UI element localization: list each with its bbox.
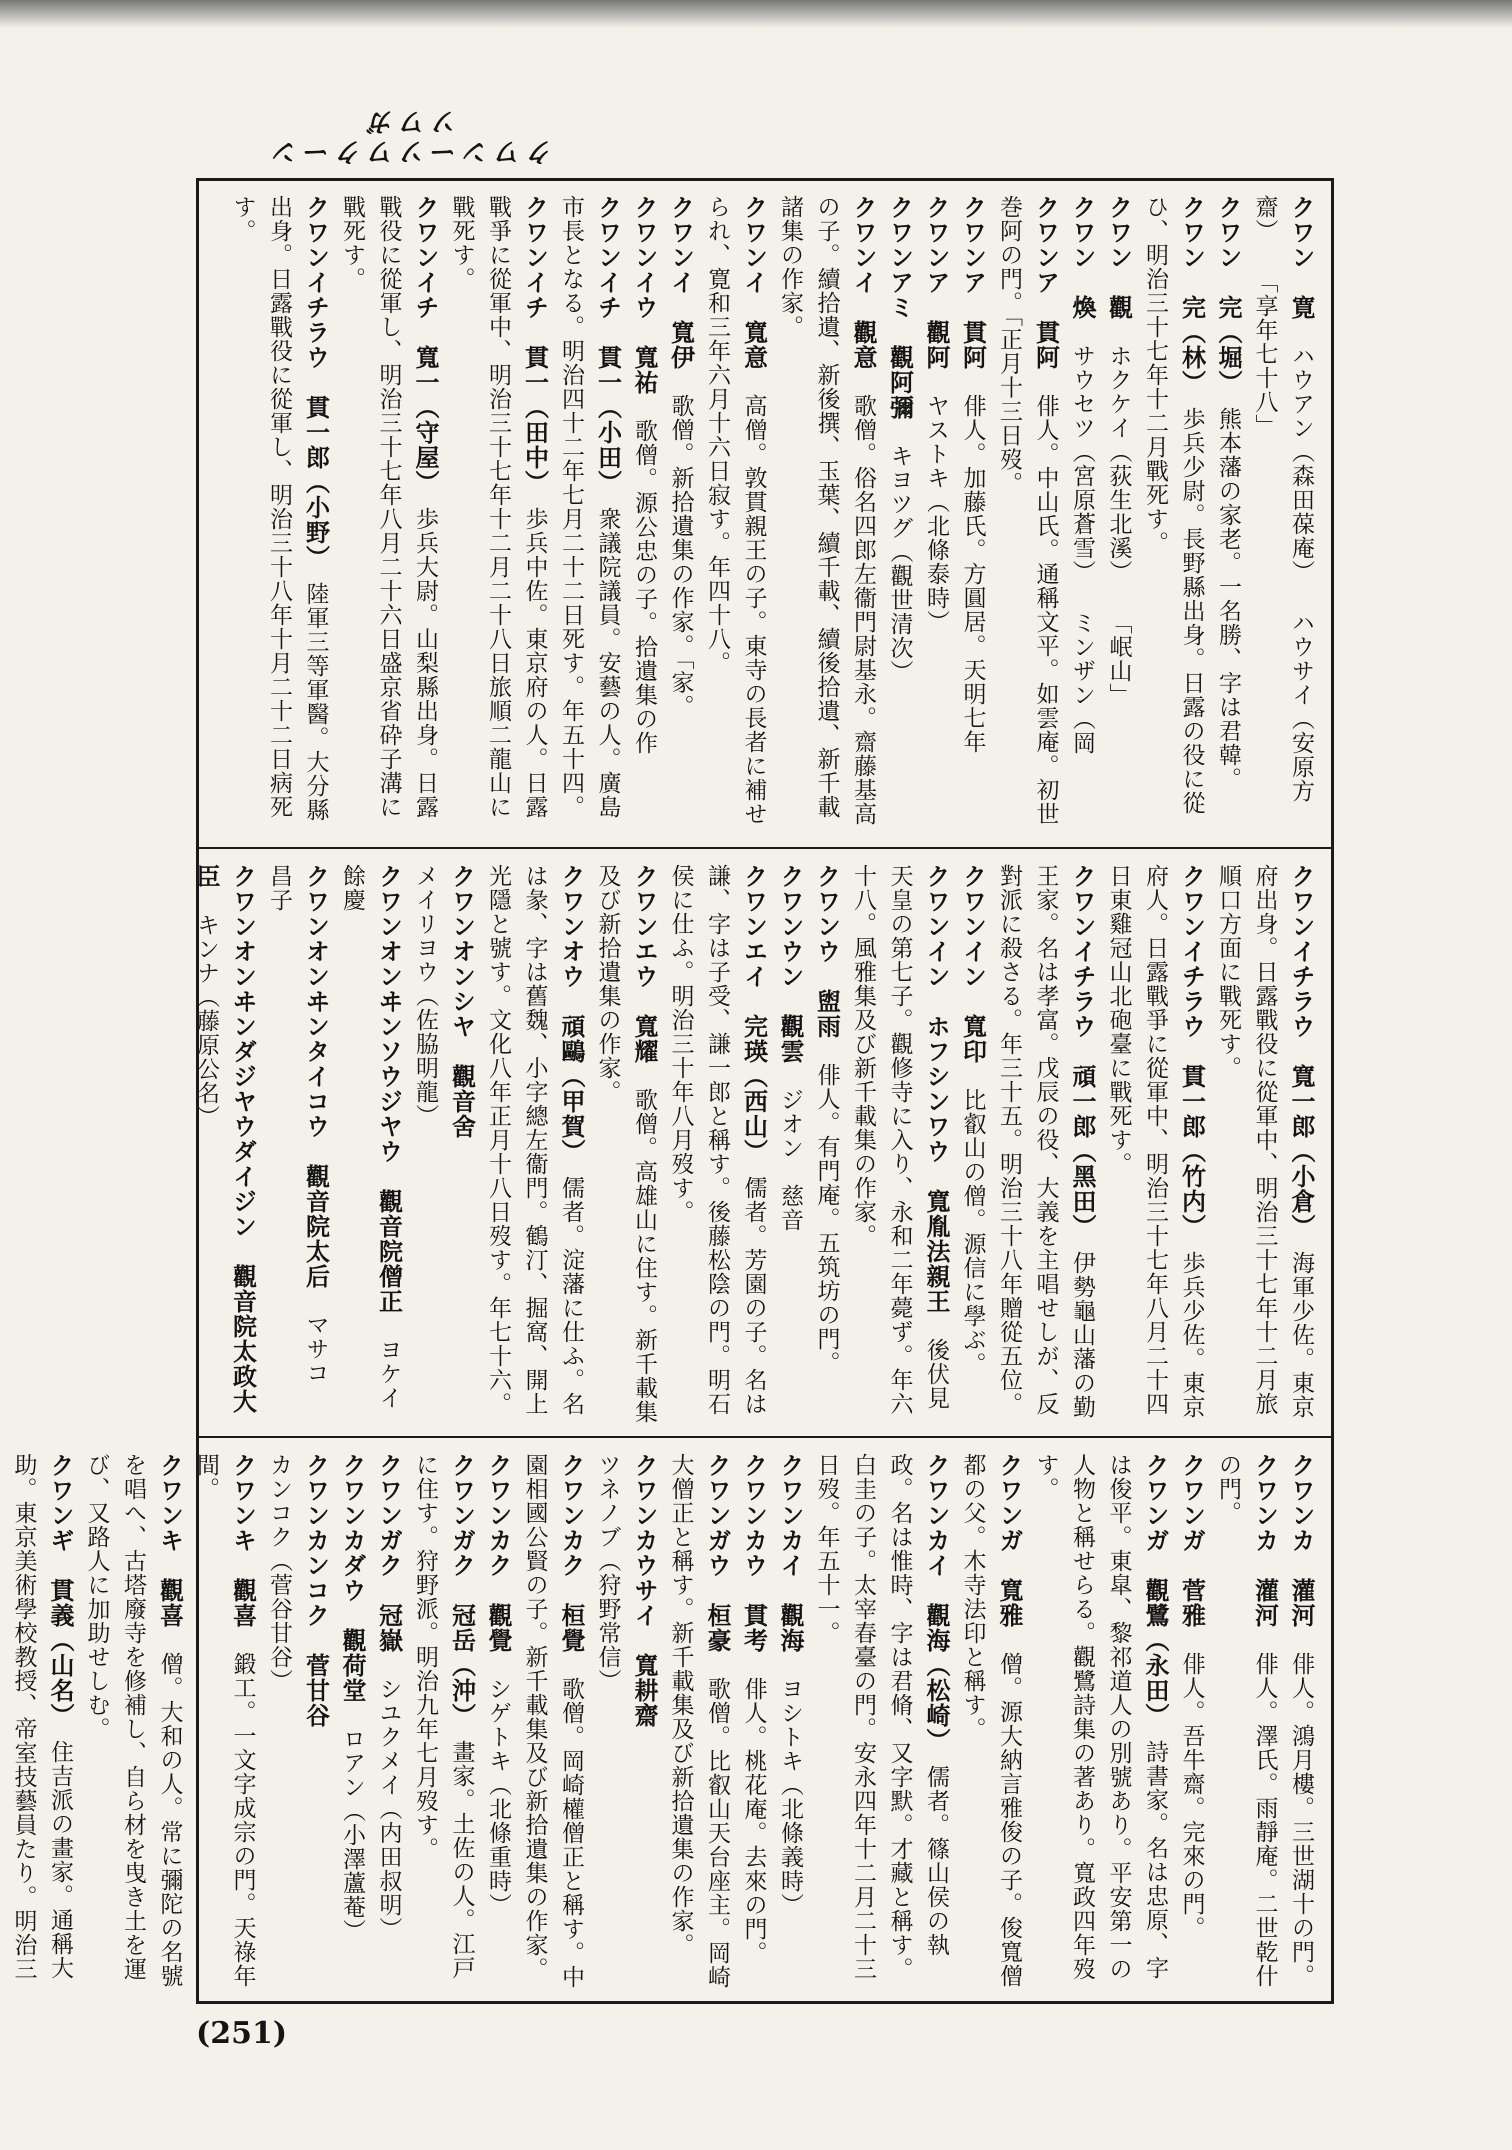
entry-text: 住吉派の畫家。通稱大助。東京美術學校教授、帝室技藝員たり。明治三 <box>10 1453 73 1981</box>
dictionary-entry <box>954 864 991 1426</box>
entry-text: 歩兵大尉。山梨縣出身。日露戰役に從軍し、明治三十七年八月二十六日盛京省砕子溝に戰死す。 <box>339 195 438 819</box>
dictionary-entry <box>808 1453 954 1991</box>
entry-headword: クワンイチラウ 貫一郎（竹内） <box>1177 864 1206 1227</box>
dictionary-entry <box>1100 195 1137 837</box>
dictionary-entry <box>918 195 955 837</box>
dictionary-entry <box>954 195 991 837</box>
entry-headword: クワンガク 冠嶽 <box>374 1453 403 1653</box>
entry-headword: クワンカク 桓覺 <box>557 1453 585 1653</box>
entry-text: 詩書家。名は忠原、字は俊平。東皐、黎祁道人の別號あり。平安第一の人物と稱せらる。觀鷺詩集の著あり。寬政四年歿す。 <box>1032 1453 1168 1981</box>
dictionary-entry <box>407 1453 480 1991</box>
entry-text: 儒者。淀藩に仕ふ。名は彖、字は舊魏、小字總左衞門。鶴汀、掘窩、開上光隱と號す。文化八年正月十八日歿す。年七十六。 <box>485 864 584 1416</box>
dictionary-entry <box>881 195 918 837</box>
entry-headword: クワンガ 觀鷺（永田） <box>1141 1453 1169 1716</box>
entry-headword: クワンガウ 桓豪 <box>703 1453 731 1653</box>
section-divider <box>199 1436 1331 1438</box>
entry-headword: クワンギ 貫義（山名） <box>46 1453 74 1716</box>
dictionary-entry <box>334 195 444 837</box>
dictionary-entry <box>188 1453 261 1991</box>
dictionary-entry <box>1173 1453 1210 1991</box>
entry-text: 歩兵少佐。東京府人。日露戰爭に從軍中、明治三十七年八月二十四日東雞冠山北砲臺に戰死す。 <box>1105 864 1205 1419</box>
entry-headword: クワンイチ 寬一（守屋） <box>411 195 439 483</box>
entry-columns <box>192 864 1319 1434</box>
entry-headword: クワン 觀 <box>1104 195 1133 320</box>
entry-text: 畫家。土佐の人。江戸に住す。狩野派。明治九年七月歿す。 <box>412 1453 475 1980</box>
entry-text: 僧。源大納言雅俊の子。俊寬僧都の父。木寺法印と稱す。 <box>959 1453 1022 1988</box>
entry-headword: クワンオンヰンソウジヤウ 觀音院僧正 <box>374 864 403 1314</box>
dictionary-entry <box>626 195 663 837</box>
entry-text: メイリヨウ（佐脇明龍） <box>412 864 438 1128</box>
dictionary-entry <box>662 1453 735 1991</box>
dictionary-entry <box>516 1453 589 1991</box>
running-header: クワンーソワクーンソワガ <box>264 106 552 166</box>
entry-headword: クワンキ 觀喜 <box>228 1453 257 1628</box>
entry-text: 俳人。中山氏。通稱文平。如雲庵。初世巻阿の門。「正月十三日歿。 <box>996 195 1059 826</box>
entry-headword: クワンカイ 觀海（松崎） <box>922 1453 950 1741</box>
entry-headword: クワンカク 觀覺 <box>484 1453 512 1653</box>
dictionary-entry <box>1283 1453 1320 1991</box>
entry-text: 儒者。篠山侯の執政。名は惟時、字は君脩、又字默。才藏と稱す。白圭の子。太宰春臺の門。安永四年十二月二十三日歿。年五十一。 <box>813 1453 949 1981</box>
entry-headword: クワンオンヰンタイコウ 觀音院太后 <box>301 864 330 1289</box>
entry-text: 僧。大和の人。常に彌陀の名號を唱へ、古塔廢寺を修補し、自ら材を曳き土を運び、又路人に加助せしむ。 <box>83 1453 183 1988</box>
dictionary-entry <box>845 864 955 1426</box>
entry-text: カンコク（菅谷甘谷） <box>266 1453 292 1693</box>
entry-text: 伊勢龜山藩の勤王家。名は孝富。戊辰の役、大義を主唱せしが、反對派に殺さる。年三十五。明治三十八年贈從五位。 <box>996 864 1095 1419</box>
dictionary-entry <box>991 195 1064 837</box>
entry-text: 歩兵中佐。東京府の人。日露戰爭に從軍中、明治三十七年十二月二十八日旅順二龍山に戰死す。 <box>448 195 548 819</box>
entry-text: ロアン（小澤蘆菴） <box>339 1727 365 1943</box>
entry-headword: クワンカ 灌河 <box>1287 1453 1315 1628</box>
dictionary-entry <box>1210 195 1247 837</box>
entry-headword: クワンウン 觀雲 <box>776 864 804 1064</box>
entry-headword: クワンガク 冠岳（沖） <box>447 1453 476 1716</box>
entry-columns <box>211 195 1319 837</box>
section-top <box>199 181 1331 847</box>
entry-text: キヨツグ（觀世清次） <box>886 444 913 684</box>
dictionary-entry <box>589 864 662 1426</box>
dictionary-entry <box>808 864 845 1426</box>
entry-headword: クワンカンコク 菅甘谷 <box>301 1453 330 1728</box>
entry-text: 高僧。敦貫親王の子。東寺の長者に補せられ、寛和三年六月十六日寂す。年四十八。 <box>704 195 767 826</box>
entry-headword: クワンエイ 完瑛（西山） <box>739 864 768 1152</box>
dictionary-entry <box>188 864 261 1426</box>
entry-text: 俳人。澤氏。雨靜庵。二世乾什の門。 <box>1215 1453 1278 1988</box>
entry-text: 比叡山の僧。源信に學ぶ。 <box>959 1088 986 1376</box>
entry-headword: クワンカウサイ 寬耕齋 <box>630 1453 658 1728</box>
entry-headword: クワンカ 灌河 <box>1250 1453 1279 1628</box>
dictionary-entry <box>443 195 553 837</box>
entry-headword: クワンエウ 寬耀 <box>630 864 658 1064</box>
dictionary-entry <box>735 1453 772 1991</box>
entry-text: ヨシトキ（北條義時） <box>777 1677 803 1917</box>
page-edge-shadow <box>0 0 1512 28</box>
section-bottom <box>10 1439 1331 2001</box>
entry-text: 陸軍三等軍醫。大分縣出身。日露戰役に從軍し、明治三十八年十月二十二日病死す。 <box>229 195 329 822</box>
page-frame <box>10 178 1334 2004</box>
entry-text: 海軍少佐。東京府出身。日露戰役に從軍中、明治三十七年十二月旅順口方面に戰死す。 <box>1215 864 1314 1419</box>
entry-text: ホクケイ（荻生北溪） 「岷山」 <box>1105 344 1132 707</box>
entry-headword: クワンキ 觀喜 <box>155 1453 184 1628</box>
entry-text: 俳人。桃花庵。去來の門。 <box>740 1677 767 1965</box>
entry-headword: クワンカウ 貫考 <box>739 1453 768 1653</box>
entry-headword: クワンガ 寬雅 <box>995 1453 1023 1628</box>
entry-text: 歌僧。新拾遺集の作家。「家。 <box>667 394 694 719</box>
dictionary-entry <box>1210 864 1320 1426</box>
dictionary-entry <box>772 1453 809 1991</box>
entry-columns <box>10 1453 1319 1991</box>
dictionary-entry <box>480 864 590 1426</box>
entry-text: サウセツ（宮原蒼雪） ミンザン（岡 <box>1069 344 1095 755</box>
entry-text: ヤストキ（北條泰時） <box>923 394 949 634</box>
section-divider <box>199 847 1331 849</box>
dictionary-entry <box>662 195 699 837</box>
entry-text: 後伏見天皇の第七子。觀修寺に入り、永和二年薨ず。年六十八。風雅集及び新千載集の作家。 <box>850 864 949 1416</box>
dictionary-entry <box>480 1453 517 1991</box>
dictionary-entry <box>334 864 407 1434</box>
entry-headword: クワンイン 寬印 <box>958 864 987 1064</box>
dictionary-entry <box>0 1453 78 1991</box>
entry-headword: クワンカダウ 觀荷堂 <box>338 1453 366 1703</box>
dictionary-entry <box>589 1453 662 1991</box>
entry-text: 儒者。芳園の子。名は謙、字は子受、謙一郎と稱す。後藤松陰の門。明石侯に仕ふ。明治三十年八月歿す。 <box>667 864 767 1416</box>
entry-headword: クワンイン ホフシンワウ 寬胤法親王 <box>922 864 950 1314</box>
entry-headword: クワン 完（林） <box>1177 195 1206 383</box>
entry-text: 俳人。加藤氏。方圓居。天明七年 <box>959 394 986 754</box>
dictionary-entry <box>407 864 480 1426</box>
entry-headword: クワンア 貫阿 <box>958 195 987 370</box>
entry-headword: クワンイチラウ 寬一郎（小倉） <box>1287 864 1315 1227</box>
entry-text: 俳人。吾牛齋。完來の門。 <box>1178 1652 1205 1940</box>
entry-headword: クワンイ 寬意 <box>739 195 768 370</box>
dictionary-entry <box>772 195 882 837</box>
dictionary-entry <box>261 1453 334 1991</box>
entry-headword: クワンイチラウ 頑一郎（黑田） <box>1068 864 1096 1227</box>
entry-text: ヨケイ 餘慶 <box>339 864 402 1434</box>
entry-text: 歩兵少尉。長野縣出身。日露の役に從ひ、明治三十七年十二月戰死す。 <box>1142 195 1205 815</box>
dictionary-entry <box>224 195 334 837</box>
dictionary-entry <box>1064 195 1101 837</box>
entry-text: 歌僧。源公忠の子。拾遺集の作 <box>631 419 657 755</box>
entry-headword: クワンイチラウ 貫一郎（小野） <box>301 195 330 558</box>
entry-text: シゲトキ（北條重時） <box>485 1677 511 1917</box>
dictionary-entry <box>1246 195 1319 837</box>
entry-text: キンナ（藤原公名） <box>193 913 219 1129</box>
entry-text: 歌僧。比叡山天台座主。岡崎大僧正と稱す。新千載集及び新拾遺集の作家。 <box>667 1453 730 1989</box>
dictionary-entry <box>261 864 334 1426</box>
entry-text: マサコ 昌子 <box>266 864 329 1409</box>
dictionary-entry <box>662 864 772 1426</box>
entry-text: ジオン 慈音 <box>777 1088 803 1232</box>
entry-headword: クワンイ 觀意 <box>849 195 877 370</box>
section-middle <box>192 850 1331 1436</box>
entry-headword: クワンア 觀阿 <box>922 195 950 370</box>
entry-text: 俳人。有門庵。五筑坊の門。 <box>813 1063 840 1375</box>
entry-headword: クワンオンシヤ 觀音舍 <box>447 864 476 1139</box>
dictionary-entry <box>699 195 772 837</box>
entry-headword: クワンウ 盥雨 <box>812 864 841 1039</box>
entry-text: 鍛工。一文字成宗の門。天祿年間。 <box>193 1453 256 1988</box>
dictionary-entry <box>991 864 1101 1426</box>
entry-headword: クワンオウ 頑鷗（甲賀） <box>557 864 585 1152</box>
entry-headword: クワンイウ 寬祐 <box>630 195 658 395</box>
entry-text: 俳人。鴻月樓。三世湖十の門。 <box>1288 1652 1314 1988</box>
entry-headword: クワンイ 寬伊 <box>666 195 695 370</box>
entry-headword: クワンオンヰンダジヤウダイジン 觀音院太政大臣 <box>192 864 257 1414</box>
dictionary-entry <box>553 195 626 837</box>
dictionary-entry <box>772 864 809 1426</box>
entry-headword: クワンカイ 觀海 <box>776 1453 804 1653</box>
entry-headword: クワン 完（堀） <box>1214 195 1242 383</box>
entry-headword: クワンイチ 貫一（小田） <box>593 195 622 483</box>
entry-text: 熊本藩の家老。一名勝、字は君韓。 <box>1215 407 1241 791</box>
dictionary-entry <box>1137 195 1210 837</box>
entry-headword: クワンアミ 觀阿彌 <box>885 195 914 420</box>
entry-headword: クワン 寛 <box>1287 195 1315 320</box>
entry-text: ツネノブ（狩野常信） <box>594 1453 621 1693</box>
dictionary-entry <box>334 1453 371 1991</box>
dictionary-entry <box>78 1453 188 1991</box>
entry-text: ハウアン（森田葆庵） ハウサイ（安原方齋） 「享年七十八」 <box>1251 195 1314 803</box>
dictionary-entry <box>370 1453 407 1991</box>
dictionary-entry <box>1100 864 1210 1426</box>
dictionary-entry <box>1027 1453 1173 1991</box>
entry-headword: クワンイチ 貫一（田中） <box>520 195 549 483</box>
entry-headword: クワン 煥 <box>1068 195 1096 320</box>
page-number: (251) <box>196 2016 288 2051</box>
dictionary-entry <box>1210 1453 1283 1991</box>
entry-headword: クワンア 貫阿 <box>1031 195 1060 370</box>
entry-text: 歌僧。俗名四郎左衞門尉基永。齋藤基高の子。續拾遺、新後撰、玉葉、續千載、續後拾遺、新千載諸集の作家。 <box>777 195 876 826</box>
dictionary-entry <box>954 1453 1027 1991</box>
entry-text: シユクメイ（内田叔明） <box>375 1677 402 1941</box>
entry-text: 歌僧。岡崎權僧正と稱す。中園相國公賢の子。新千載集及び新拾遺集の作家。 <box>521 1453 584 1989</box>
entry-text: 衆議院議員。安藝の人。廣島市長となる。明治四十二年七月二十二日死す。年五十四。 <box>558 195 621 819</box>
entry-headword: クワンガ 菅雅 <box>1177 1453 1206 1628</box>
entry-text: 歌僧。高雄山に住す。新千載集及び新拾遺集の作家。 <box>594 864 657 1424</box>
